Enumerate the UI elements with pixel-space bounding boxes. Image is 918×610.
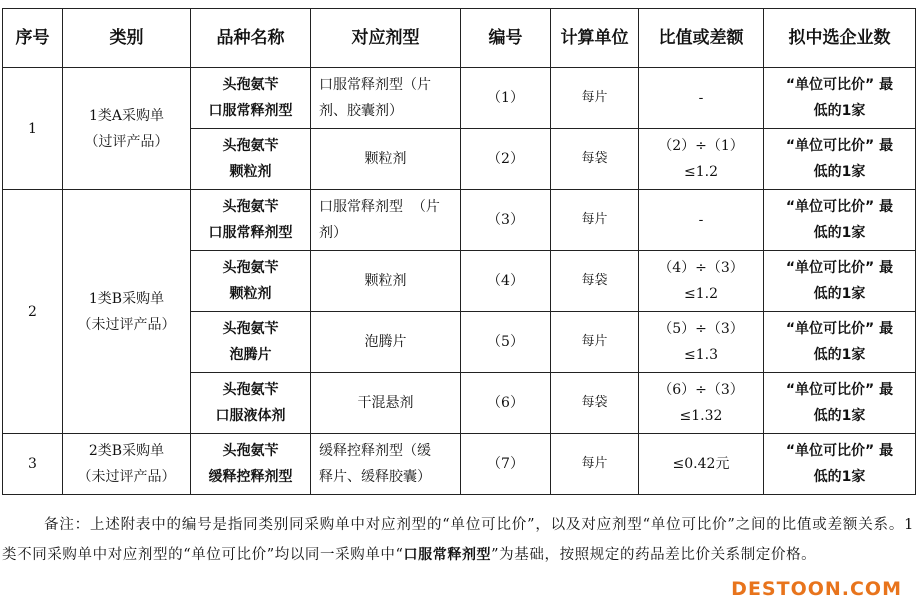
ratio-cell: （6）÷（3）≤1.32 bbox=[639, 373, 764, 434]
header-category: 类别 bbox=[63, 9, 191, 68]
number-cell: （6） bbox=[461, 373, 551, 434]
category-cell: 1类B采购单 （未过评产品） bbox=[63, 190, 191, 434]
firm-count-cell: “单位可比价” 最 低的1家 bbox=[764, 312, 916, 373]
number-cell: （7） bbox=[461, 434, 551, 495]
ratio-cell: - bbox=[639, 68, 764, 129]
variety-cell: 头孢氨苄 泡腾片 bbox=[191, 312, 311, 373]
firm-count-cell: “单位可比价” 最 低的1家 bbox=[764, 251, 916, 312]
unit-cell: 每袋 bbox=[551, 251, 639, 312]
table-row bbox=[3, 190, 916, 251]
number-cell: （4） bbox=[461, 251, 551, 312]
form-cell: 缓释控释剂型（缓 释片、缓释胶囊） bbox=[311, 434, 461, 495]
price-ratio-table bbox=[2, 8, 916, 495]
category-cell: 2类B采购单 （未过评产品） bbox=[63, 434, 191, 495]
form-cell: 口服常释剂型 （片 剂） bbox=[311, 190, 461, 251]
watermark-logo: DESTOON.COM bbox=[731, 578, 902, 600]
footnote bbox=[2, 510, 914, 570]
variety-cell: 头孢氨苄 口服常释剂型 bbox=[191, 190, 311, 251]
form-cell: 干混悬剂 bbox=[311, 373, 461, 434]
header-dosage-form: 对应剂型 bbox=[311, 9, 461, 68]
header-number: 编号 bbox=[461, 9, 551, 68]
header-seq: 序号 bbox=[3, 9, 63, 68]
seq-cell: 1 bbox=[3, 68, 63, 190]
form-cell: 颗粒剂 bbox=[311, 251, 461, 312]
category-cell: 1类A采购单 （过评产品） bbox=[63, 68, 191, 190]
variety-cell: 头孢氨苄 颗粒剂 bbox=[191, 129, 311, 190]
table-row bbox=[3, 68, 916, 129]
ratio-cell: ≤0.42元 bbox=[639, 434, 764, 495]
unit-cell: 每片 bbox=[551, 190, 639, 251]
number-cell: （3） bbox=[461, 190, 551, 251]
firm-count-cell: “单位可比价” 最 低的1家 bbox=[764, 190, 916, 251]
header-firm-count: 拟中选企业数 bbox=[764, 9, 916, 68]
form-cell: 颗粒剂 bbox=[311, 129, 461, 190]
footnote-text: 备注：上述附表中的编号是指同类别同采购单中对应剂型的“单位可比价”，以及对应剂型“单位可比价”之间的比值或差额关系。1类不同采购单中对应剂型的“单位可比价”均以同一采购单中“ bbox=[2, 517, 914, 563]
ratio-cell: （2）÷（1）≤1.2 bbox=[639, 129, 764, 190]
seq-cell: 3 bbox=[3, 434, 63, 495]
seq-cell: 2 bbox=[3, 190, 63, 434]
ratio-cell: （5）÷（3）≤1.3 bbox=[639, 312, 764, 373]
unit-cell: 每片 bbox=[551, 312, 639, 373]
header-ratio: 比值或差额 bbox=[639, 9, 764, 68]
firm-count-cell: “单位可比价” 最 低的1家 bbox=[764, 129, 916, 190]
number-cell: （1） bbox=[461, 68, 551, 129]
header-row bbox=[3, 9, 916, 68]
firm-count-cell: “单位可比价” 最 低的1家 bbox=[764, 373, 916, 434]
header-unit: 计算单位 bbox=[551, 9, 639, 68]
unit-cell: 每袋 bbox=[551, 129, 639, 190]
footnote-text-end: ”为基础，按照规定的药品差比价关系制定价格。 bbox=[491, 547, 817, 563]
variety-cell: 头孢氨苄 口服常释剂型 bbox=[191, 68, 311, 129]
ratio-cell: - bbox=[639, 190, 764, 251]
ratio-cell: （4）÷（3）≤1.2 bbox=[639, 251, 764, 312]
number-cell: （2） bbox=[461, 129, 551, 190]
firm-count-cell: “单位可比价” 最 低的1家 bbox=[764, 434, 916, 495]
firm-count-cell: “单位可比价” 最 低的1家 bbox=[764, 68, 916, 129]
form-cell: 泡腾片 bbox=[311, 312, 461, 373]
form-cell: 口服常释剂型（片 剂、胶囊剂） bbox=[311, 68, 461, 129]
header-variety-name: 品种名称 bbox=[191, 9, 311, 68]
variety-cell: 头孢氨苄 口服液体剂 bbox=[191, 373, 311, 434]
unit-cell: 每片 bbox=[551, 434, 639, 495]
unit-cell: 每片 bbox=[551, 68, 639, 129]
table-row bbox=[3, 434, 916, 495]
variety-cell: 头孢氨苄 缓释控释剂型 bbox=[191, 434, 311, 495]
unit-cell: 每袋 bbox=[551, 373, 639, 434]
variety-cell: 头孢氨苄 颗粒剂 bbox=[191, 251, 311, 312]
footnote-emphasis: 口服常释剂型 bbox=[403, 547, 492, 563]
number-cell: （5） bbox=[461, 312, 551, 373]
